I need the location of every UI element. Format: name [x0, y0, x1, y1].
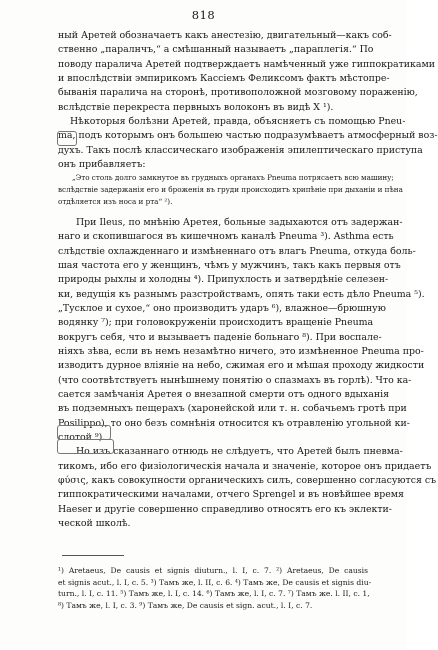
pencil-mark: [57, 131, 77, 146]
footnote-line: turn., l. I, c. 11. ⁵) Тамъ же, l. I, c. 14. ⁶) Тамъ же, l. I, c. 7. ⁷) Тамъ же. l. II, c. 1,: [58, 589, 370, 599]
quote-line: „Это столь долго замкнутое въ грудныхъ органахъ Pneuma потрясаетъ всю машину;: [72, 173, 394, 183]
body-line: природы рыхлы и холодны ⁴). Припухлость и затвердѣніе селезен-: [58, 274, 389, 286]
footnote-line: ¹) Aretaeus, De causis et signis diuturn., l. I, c. 7. ²) Aretaeus, De causis: [58, 566, 368, 575]
body-line: и впослѣдствіи эмпирикомъ Кассіемъ Феликсомъ фактъ мѣстопре-: [58, 73, 390, 85]
body-line: онъ прибавляетъ:: [58, 159, 146, 171]
body-line: въ подземныхъ пещерахъ (харонейской или т. н. собачьемъ гротѣ при: [58, 403, 407, 415]
quote-line: отдѣляется изъ носа и рта“ ²).: [58, 197, 173, 207]
body-line: ma, подъ которымъ онъ большею частью подразумѣваетъ атмосферный воз-: [58, 130, 438, 142]
page-number: 818: [191, 8, 216, 22]
body-line: (что соотвѣтствуетъ нынѣшнему понятію о спазмахъ въ горлѣ). Что ка-: [58, 374, 412, 386]
footnotes: [58, 565, 372, 611]
pencil-mark: [57, 425, 111, 440]
body-line: ственно „паралнчъ,“ а смѣшанный называетъ „параплегія.“ По: [58, 44, 374, 56]
body-line: тикомъ, ибо его физіологическія начала и значеніе, которое онъ придаетъ: [58, 460, 432, 472]
body-line: вслѣдствіе перекреста первныхъ волоконъ въ видѣ X ¹).: [58, 101, 334, 113]
body-line: Но изъ сказаннаго отнюдь не слѣдуетъ, что Аретей былъ пневма-: [76, 446, 403, 458]
quote-line: вслѣдствіе задержанія его и броженія въ груди происходитъ хрипѣніе при дыханіи и пѣна: [58, 185, 403, 195]
body-line: ный Аретей обозначаетъ какъ анестезію, двигательный—какъ соб-: [58, 30, 392, 41]
pencil-mark: [57, 439, 114, 454]
footnote-line: et signis acut., l. I, c. 5. ³) Тамъ же, l. II, c. 6. ⁴) Тамъ же, De causis et signis diu-: [58, 577, 372, 587]
body-line: φύσις, какъ совокупности органическихъ силъ, совершенно согласуются съ: [58, 475, 437, 487]
page-body: [58, 29, 438, 531]
body-line: слѣдствіе охлажденнаго и измѣненнаго отъ влагъ Pneuma, откуда боль-: [58, 245, 416, 257]
footnote-line: ⁸) Тамъ же, l. I, c. 3. ⁹) Тамъ же, De causis et sign. acut., l. I, c. 7.: [58, 600, 313, 610]
body-line: сается замѣчанія Аретея о внезапной смерти отъ одного вдыханія: [58, 388, 390, 400]
body-line: наго и скопившагося въ кишечномъ каналѣ Pneuma ³). Asthma есть: [58, 231, 394, 243]
body-line: Haeser и другіе совершенно справедливо относятъ его къ эклекти-: [58, 503, 392, 515]
body-line: шая частота его у женщинъ, чѣмъ у мужчинъ, такъ какъ первыя отъ: [58, 259, 401, 271]
body-line: водянку ⁷); при головокруженіи происходитъ вращеніе Pneuma: [58, 317, 374, 329]
body-line: ніяхъ зѣва, если въ немъ незамѣтно ничего, это измѣненное Pneuma про-: [58, 345, 424, 357]
footnote-separator: [62, 555, 124, 556]
body-line: ческой школѣ.: [58, 518, 131, 530]
body-line: поводу паралича Аретей подтверждаетъ намѣченный уже гиппократиками: [58, 58, 436, 70]
body-line: „Тусклое и сухое,“ оно производитъ ударъ ⁶), влажное—брюшную: [58, 302, 386, 314]
body-line: духъ. Такъ послѣ классическаго изображенія эпилептическаго приступа: [58, 144, 423, 156]
body-line: При Ileus, по мнѣнію Аретея, больные задыхаются отъ задержан-: [76, 216, 403, 228]
body-line: ки, ведущія къ разнымъ разстройствамъ, опять таки есть дѣло Pneuma ⁵).: [58, 288, 425, 300]
body-line: Нѣкоторыя болѣзни Аретей, правда, объясняетъ съ помощью Pneu-: [70, 116, 406, 128]
body-line: Posilippo), то оно безъ сомнѣнія относится къ отравленію угольной ки-: [58, 417, 410, 429]
body-line: слотой ⁹).: [58, 431, 106, 443]
body-line: изводитъ дурное вліяніе на небо, сжимая его и мѣшая проходу жидкости: [58, 360, 425, 372]
body-line: гиппократическими началами, отчего Sprengel и въ новѣйшее время: [58, 489, 404, 501]
body-line: вокругъ себя, что и вызываетъ паденіе больнаго ⁸). При воспале-: [58, 331, 382, 343]
body-line: быванія паралича на сторонѣ, противоположной мозговому пораженію,: [58, 87, 418, 99]
